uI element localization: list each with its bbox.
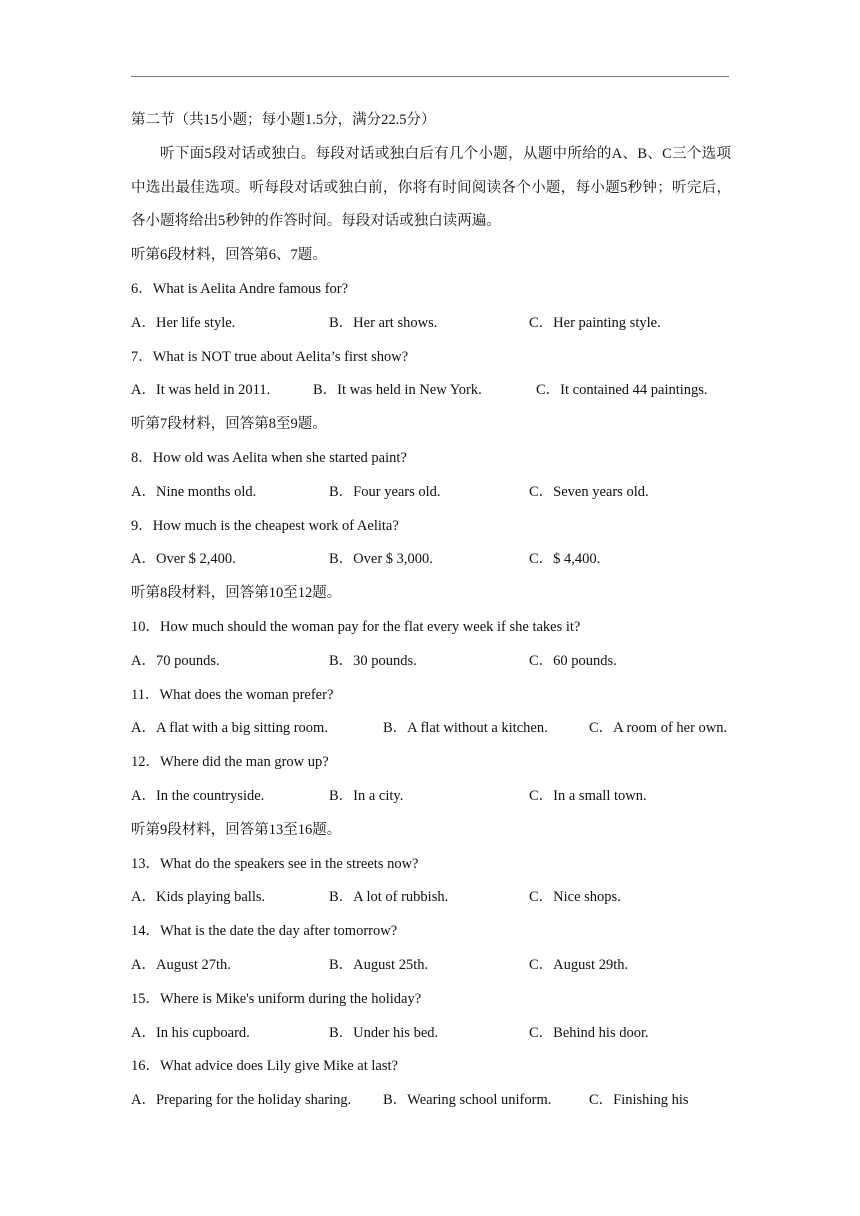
option-b: B．It was held in New York. [313,382,482,399]
question-text: 12．Where did the man grow up? [131,754,329,771]
section-title: 第二节（共15小题；每小题1.5分，满分22.5分） [131,112,436,128]
option-a: A．In the countryside. [131,787,265,804]
header-rule [131,76,729,77]
option-c: C．It contained 44 paintings. [536,382,708,399]
option-c: C．Her painting style. [529,314,661,331]
option-b: B．In a city. [329,787,404,804]
option-c: C．Nice shops. [529,889,621,906]
option-a: A．A flat with a big sitting room. [131,720,328,737]
question-text: 11．What does the woman prefer? [131,686,334,703]
option-a: A．Over $ 2,400. [131,551,236,568]
options-row [131,780,731,814]
question-text: 14．What is the date the day after tomorrow? [131,923,398,940]
options-row [131,645,731,679]
option-a: A．70 pounds. [131,652,220,669]
option-c: C．In a small town. [529,787,647,804]
option-a: A．Kids playing balls. [131,889,266,906]
option-a: A．Preparing for the holiday sharing. [131,1092,352,1109]
options-row [131,307,731,341]
options-row [131,949,731,983]
option-a: A．In his cupboard. [131,1024,250,1041]
options-row [131,543,731,577]
options-row [131,712,731,746]
question-text: 13．What do the speakers see in the streets now? [131,855,419,872]
option-c: C．Behind his door. [529,1024,649,1041]
option-c: C．Seven years old. [529,483,649,500]
options-row [131,1017,731,1051]
option-c: C．Finishing his [589,1092,689,1109]
question-text: 15．Where is Mike's uniform during the holiday? [131,990,422,1007]
material-heading: 听第9段材料，回答第13至16题。 [131,821,342,838]
question-text: 8．How old was Aelita when she started paint? [131,449,407,466]
options-row [131,374,731,408]
options-row [131,1084,731,1118]
option-c: C．August 29th. [529,956,629,973]
option-b: B．30 pounds. [329,652,417,669]
document-body [131,104,731,1118]
option-b: B．Four years old. [329,483,441,500]
option-b: B．August 25th. [329,956,429,973]
question-text: 6．What is Aelita Andre famous for? [131,280,349,297]
option-a: A．It was held in 2011. [131,382,271,399]
option-b: B．Under his bed. [329,1024,439,1041]
options-row [131,881,731,915]
question-text: 10．How much should the woman pay for the flat every week if she takes it? [131,618,581,635]
option-c: C．A room of her own. [589,720,728,737]
material-heading: 听第6段材料，回答第6、7题。 [131,247,327,264]
material-heading: 听第8段材料，回答第10至12题。 [131,585,342,602]
option-b: B．A lot of rubbish. [329,889,449,906]
option-b: B．Over $ 3,000. [329,551,433,568]
question-text: 16．What advice does Lily give Mike at last? [131,1058,398,1075]
option-b: B．A flat without a kitchen. [383,720,548,737]
option-c: C．60 pounds. [529,652,617,669]
option-b: B．Her art shows. [329,314,438,331]
option-a: A．August 27th. [131,956,231,973]
option-c: C．$ 4,400. [529,551,601,568]
material-heading: 听第7段材料，回答第8至9题。 [131,416,327,433]
instructions-paragraph: 听下面5段对话或独白。每段对话或独白后有几个小题，从题中所给的A、B、C三个选项中选出最佳选项。听每段对话或独白前，你将有时间阅读各个小题，每小题5秒钟；听完后，各小题将给出5秒钟的作答时间。每段对话或独白读两遍。 [131,145,731,230]
options-row [131,476,731,510]
question-list [131,239,731,1118]
option-b: B．Wearing school uniform. [383,1092,552,1109]
option-a: A．Her life style. [131,314,236,331]
question-text: 9．How much is the cheapest work of Aelita? [131,517,399,534]
question-text: 7．What is NOT true about Aelita’s first show? [131,348,409,365]
option-a: A．Nine months old. [131,483,257,500]
